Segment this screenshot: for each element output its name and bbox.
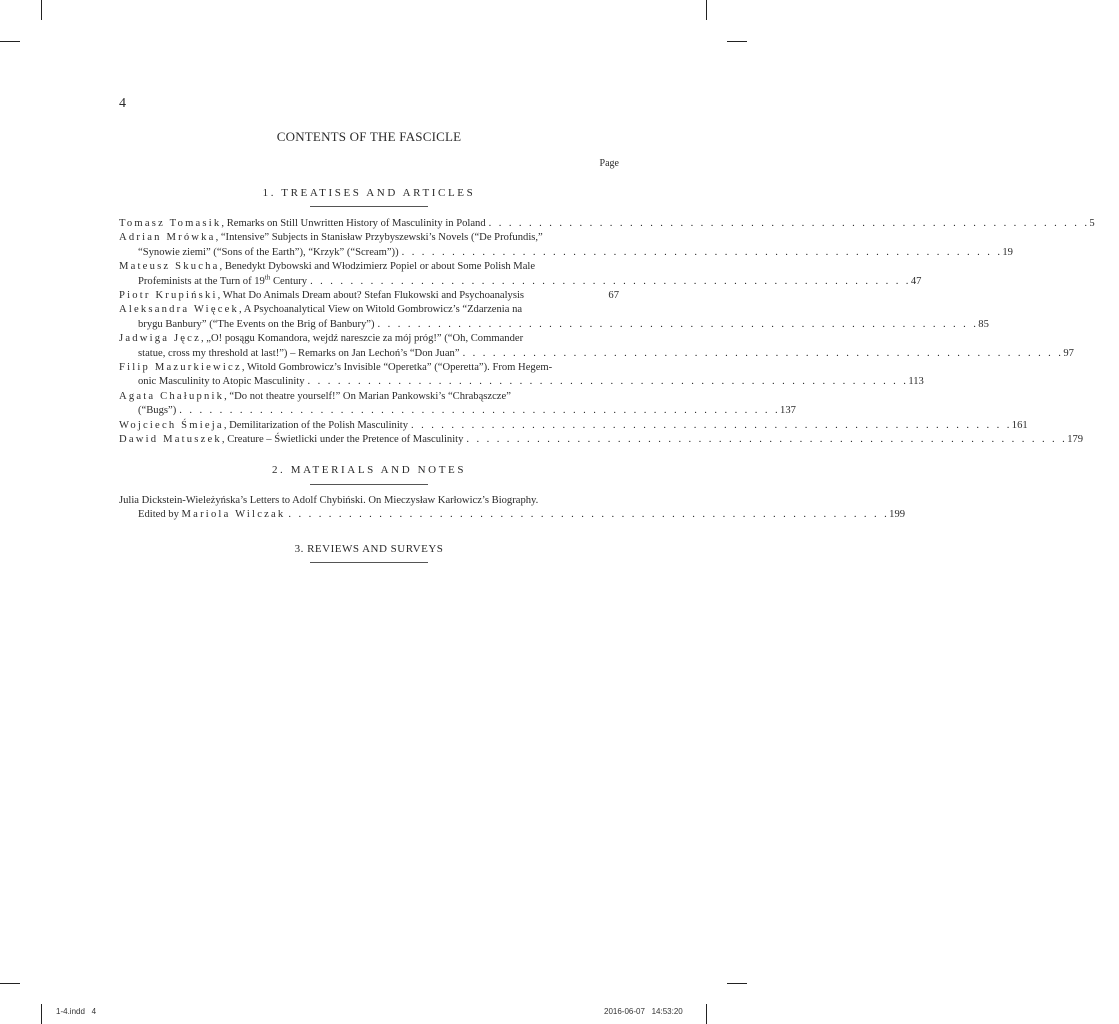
crop-mark — [727, 41, 747, 42]
entry-title-line: Dawid Matuszek, Creature – Świetlicki under the Pretence of Masculinity — [119, 434, 464, 446]
entry-title: , “Do not theatre yourself!” On Marian Pankowski’s “Chrabąszcze” — [224, 390, 511, 402]
section-rule — [310, 206, 428, 207]
dot-leader: . . . . . . . . . . . . . . . . . . . . . . . . . . . . . . . . . . . . . . . . . . . . . . . . . . . . . . . . . . . . — [377, 318, 979, 330]
crop-mark — [41, 1004, 42, 1024]
entry-author: Filip Mazurkiewicz — [119, 362, 242, 374]
section-rule — [310, 484, 428, 485]
crop-mark — [706, 0, 707, 20]
toc-entry — [119, 217, 1095, 231]
entry-continuation — [119, 347, 1063, 361]
entry-text — [119, 289, 619, 303]
toc-entry — [119, 390, 796, 419]
entry-first-line — [119, 494, 889, 508]
entry-single-line — [119, 433, 1067, 447]
entry-page-number: 161 — [1011, 419, 1028, 431]
entry-single-line — [119, 289, 589, 303]
entry-text — [119, 419, 1042, 433]
section-heading: 1. TREATISES AND ARTICLES — [262, 187, 476, 199]
entry-author: Wojciech Śmieja — [119, 419, 224, 431]
superscript: th — [264, 273, 271, 282]
entry-first-line — [119, 361, 908, 375]
toc-entry — [119, 433, 1084, 447]
dot-leader: . . . . . . . . . . . . . . . . . . . . . . . . . . . . . . . . . . . . . . . . . . . . . . . . . . . . . . . . . . . . — [288, 509, 890, 521]
toc-entry — [119, 332, 1074, 361]
dot-leader: . . . . . . . . . . . . . . . . . . . . . . . . . . . . . . . . . . . . . . . . . . . . . . . . . . . . . . . . . . . . — [462, 347, 1064, 359]
dot-leader: . . . . . . . . . . . . . . . . . . . . . . . . . . . . . . . . . . . . . . . . . . . . . . . . . . . . . . . . . . . . — [179, 405, 781, 417]
continuation-text: brygu Banbury” (“The Events on the Brig of Banbury”) — [138, 318, 375, 330]
entry-single-line — [119, 419, 1012, 433]
entry-continuation — [119, 404, 780, 418]
entry-page-number: 47 — [910, 275, 922, 287]
entry-title: , Benedykt Dybowski and Włodzimierz Popiel or about Some Polish Male — [219, 261, 536, 273]
dot-leader: . . . . . . . . . . . . . . . . . . . . . . . . . . . . . . . . . . . . . . . . . . . . . . . . . . . . . . . . . . . . — [488, 218, 1090, 229]
toc-entry — [119, 289, 619, 303]
entry-first-line — [119, 332, 1063, 346]
entry-page-number: 199 — [889, 509, 906, 521]
entry-text — [119, 494, 919, 523]
crop-mark — [727, 983, 747, 984]
entry-text — [119, 361, 938, 390]
entry-title: Julia Dickstein-Wieleżyńska’s Letters to Adolf Chybiński. On Mieczysław Karłowicz’s Biography. — [119, 495, 539, 506]
section-heading: 2. MATERIALS AND NOTES — [271, 464, 467, 476]
continuation-text: “Synowie ziemi” (“Sons of the Earth”), “Krzyk” (“Scream”)) — [138, 246, 399, 258]
entry-continuation — [119, 508, 889, 522]
entry-editor: Mariola Wilczak — [181, 509, 286, 521]
section-heading: 3. REVIEWS AND SURVEYS — [294, 543, 444, 555]
entry-text — [119, 231, 1032, 260]
entry-text — [119, 260, 941, 289]
crop-mark — [0, 983, 20, 984]
entry-page-number: 5 — [1089, 218, 1095, 229]
entry-title: , “Intensive” Subjects in Stanisław Przybyszewski’s Novels (“De Profundis,” — [215, 232, 543, 244]
entry-text — [119, 390, 810, 419]
entry-continuation — [119, 318, 978, 332]
entry-first-line — [119, 231, 1002, 245]
entry-title-line: Tomasz Tomasik, Remarks on Still Unwritten History of Masculinity in Poland — [119, 218, 486, 229]
toc-entry — [119, 494, 906, 523]
entry-author: Dawid Matuszek — [119, 434, 222, 446]
continuation-text: Edited by Mariola Wilczak — [138, 509, 286, 521]
entry-title: , „O! posągu Komandora, wejdź nareszcie za mój próg!” (“Oh, Commander — [201, 333, 524, 345]
toc-entry — [119, 361, 924, 390]
dot-leader: . . . . . . . . . . . . . . . . . . . . . . . . . . . . . . . . . . . . . . . . . . . . . . . . . . . . . . . . . . . . — [310, 275, 911, 287]
entry-page-number: 179 — [1067, 434, 1084, 446]
entry-page-number: 97 — [1063, 347, 1074, 359]
entry-text — [119, 217, 1119, 231]
entry-author: Mateusz Skucha — [119, 261, 220, 273]
continuation-text: statue, cross my threshold at last!”) – Remarks on Jan Lechoń’s “Don Juan” — [138, 347, 460, 359]
entry-first-line — [119, 303, 978, 317]
footer-timestamp: 2016-06-07 14:53:20 — [604, 1007, 683, 1016]
entry-title-line: Wojciech Śmieja, Demilitarization of the Polish Masculinity — [119, 419, 408, 431]
toc-entry — [119, 260, 922, 289]
entry-continuation — [119, 246, 1002, 260]
continuation-text: onic Masculinity to Atopic Masculinity — [138, 376, 305, 388]
crop-mark — [0, 41, 20, 42]
entry-author: Adrian Mrówka — [119, 232, 216, 244]
dot-leader: . . . . . . . . . . . . . . . . . . . . . . . . . . . . . . . . . . . . . . . . . . . . . . . . . . . . . . . . . . . . — [411, 419, 1012, 431]
entry-page-number: 19 — [1002, 246, 1013, 258]
dot-leader: . . . . . . . . . . . . . . . . . . . . . . . . . . . . . . . . . . . . . . . . . . . . . . . . . . . . . . . . . . . . — [466, 434, 1068, 446]
continuation-text: (“Bugs”) — [138, 405, 177, 417]
page-number: 4 — [119, 96, 126, 111]
toc-entry — [119, 303, 989, 332]
crop-mark — [41, 0, 42, 20]
entry-author: Agata Chałupnik — [119, 390, 225, 402]
crop-mark — [706, 1004, 707, 1024]
entry-title-line: Piotr Krupiński, What Do Animals Dream about? Stefan Flukowski and Psychoanalysis — [119, 290, 525, 302]
entry-text — [119, 303, 1008, 332]
toc-entry — [119, 419, 1028, 433]
entry-single-line — [119, 217, 1089, 231]
dot-leader: . . . . . . . . . . . . . . . . . . . . . . . . . . . . . . . . . . . . . . . . . . . . . . . . . . . . . . . . . . . . — [307, 376, 909, 388]
entry-page-number: 67 — [608, 290, 619, 302]
section-rule — [310, 562, 428, 563]
entry-author: Jadwiga Jęcz — [119, 333, 201, 345]
footer-filename: 1-4.indd 4 — [56, 1007, 97, 1016]
entry-text — [119, 332, 1093, 361]
entry-continuation — [119, 275, 911, 289]
entry-author: Tomasz Tomasik — [119, 218, 222, 229]
entry-page-number: 113 — [908, 376, 924, 388]
continuation-text: Profeminists at the Turn of 19th Century — [138, 273, 308, 287]
toc-entry — [119, 231, 1013, 260]
entry-continuation — [119, 375, 908, 389]
page-title: CONTENTS OF THE FASCICLE — [276, 129, 462, 144]
page-column-label: Page — [599, 158, 619, 169]
entry-page-number: 137 — [780, 405, 796, 417]
toc-list — [119, 217, 1095, 448]
toc-list — [119, 494, 906, 523]
entry-text — [119, 433, 1097, 447]
entry-author: Aleksandra Więcek — [119, 304, 240, 316]
entry-author: Piotr Krupiński — [119, 290, 218, 302]
entry-title: , A Psychoanalytical View on Witold Gombrowicz’s “Zdarzenia na — [239, 304, 523, 316]
entry-first-line — [119, 260, 911, 274]
entry-page-number: 85 — [978, 318, 989, 330]
entry-first-line — [119, 390, 780, 404]
entry-title: , Witold Gombrowicz’s Invisible “Operetka” (“Operetta”). From Hegem- — [241, 362, 553, 374]
dot-leader: . . . . . . . . . . . . . . . . . . . . . . . . . . . . . . . . . . . . . . . . . . . . . . . . . . . . . . . . . . . . — [401, 246, 1003, 258]
